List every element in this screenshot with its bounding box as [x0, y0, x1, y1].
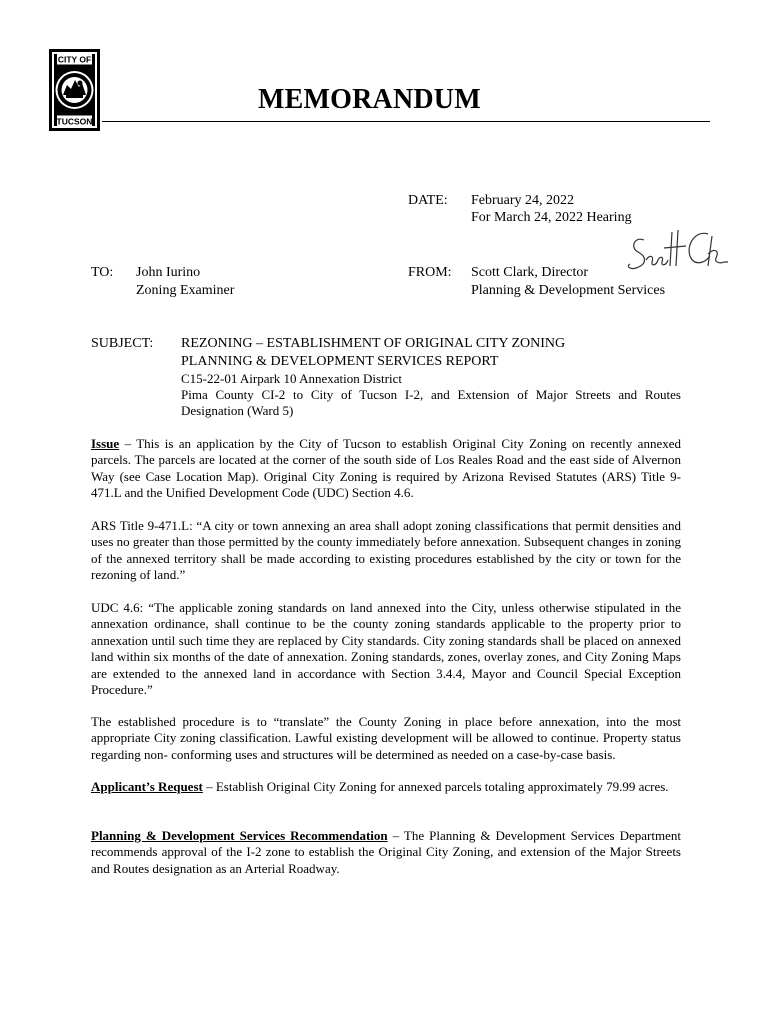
from-name: Scott Clark, Director — [471, 265, 589, 280]
to-name: John Iurino — [136, 265, 201, 280]
memo-title: MEMORANDUM — [258, 84, 481, 115]
date-label: DATE: — [408, 193, 448, 208]
subject-zoning-change: Pima County CI-2 to City of Tucson I-2, and Extension of Major Streets and Routes Designation (Ward 5) — [181, 387, 681, 419]
seal-bottom-text: TUCSON — [56, 116, 93, 127]
title-rule — [102, 121, 710, 122]
ars-paragraph: ARS Title 9-471.L: “A city or town annexing an area shall adopt zoning classifications that permit densities and uses no greater than those permitted by the county immediately before annexation. Subsequent changes in zoning of the annexed territory shall be made according to existing procedures established by the city or town for the rezoning of land.” — [91, 518, 681, 583]
request-text: – Establish Original City Zoning for annexed parcels totaling approximately 79.99 acres. — [202, 779, 669, 794]
to-label: TO: — [91, 265, 114, 280]
seal-graphic — [49, 49, 100, 131]
recommendation-heading: Planning & Development Services Recommendation — [91, 828, 388, 843]
city-of-tucson-seal — [49, 49, 100, 131]
subject-label: SUBJECT: — [91, 336, 154, 351]
signature-graphic — [624, 226, 728, 276]
issue-heading: Issue — [91, 436, 120, 451]
from-title: Planning & Development Services — [471, 283, 666, 298]
subject-line-1: REZONING – ESTABLISHMENT OF ORIGINAL CITY ZONING — [181, 336, 566, 351]
hearing-date: For March 24, 2022 Hearing — [471, 210, 632, 225]
subject-line-2: PLANNING & DEVELOPMENT SERVICES REPORT — [181, 354, 499, 369]
recommendation-text: – The Planning & Development Services Department recommends approval of the I-2 zone to establish the Original City Zoning, and extension of the Major Streets and Routes designation as an Arterial Roadway. — [91, 828, 681, 876]
issue-paragraph — [91, 436, 681, 502]
issue-text: – This is an application by the City of Tucson to establish Original City Zoning on recently annexed parcels. The parcels are located at the corner of the south side of Los Reales Road and the east side of Alvernon Way (see Case Location Map). Original City Zoning is required by Arizona Revised Statutes (ARS) Title 9-471.L and the Unified Development Code (UDC) Section 4.6. — [91, 436, 681, 501]
signature — [624, 226, 728, 276]
procedure-paragraph: The established procedure is to “translate” the County Zoning in place before annexation, into the most appropriate City zoning classification. Lawful existing development will be allowed to continue. Property status regarding non- conforming uses and structures will be determined as needed on a case-by-case basis. — [91, 714, 681, 762]
to-title: Zoning Examiner — [136, 283, 235, 298]
udc-paragraph: UDC 4.6: “The applicable zoning standards on land annexed into the City, unless otherwise stipulated in the annexation ordinance, shall continue to be the county zoning standards applicable to the property prior to annexation until such time they are replaced by City standards. City zoning standards shall be placed on annexed land within six months of the date of annexation. Zoning standards, zones, overlay zones, and City Zoning Maps are extended to the annexed land in accordance with Section 3.4.4, Mayor and Council Special Exception Procedure.” — [91, 600, 681, 698]
subject-case-number: C15-22-01 Airpark 10 Annexation District — [181, 371, 402, 386]
request-paragraph — [91, 779, 681, 795]
from-label: FROM: — [408, 265, 452, 280]
date-value: February 24, 2022 — [471, 193, 575, 208]
recommendation-paragraph — [91, 828, 681, 877]
seal-top-text: CITY OF — [57, 54, 92, 65]
request-heading: Applicant’s Request — [91, 779, 203, 794]
